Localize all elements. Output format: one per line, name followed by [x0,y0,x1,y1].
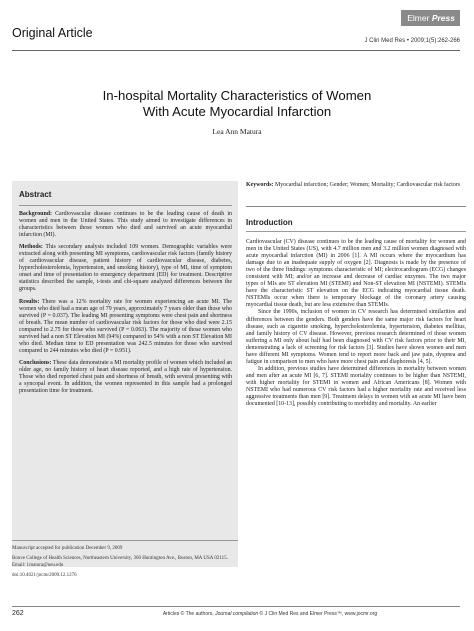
section-label: Original Article [12,26,93,40]
introduction-divider [246,231,466,232]
footer-divider [12,606,460,607]
keywords-divider [246,206,466,207]
abstract-body [19,211,232,400]
results-text: There was a 12% mortality rate for women experiencing an acute MI. The women who died had a mean age of 79 years, approximately 7 years older than those who survived (P = 0.037). The leading MI presenting symptoms were chest pain and shortness of breath. The mean number of cardiovascular risk factors for those who died were 2.15 compared to 2.75 for those who survived (P = 0.063). The majority of those women who survived had a non ST Elevation MI (94%) compared to 54% with a non ST Elevation MI who died. Median time to ED presentation was 242.5 minutes for those who survived compared to 244 minutes who died (P = 0.951). [19,298,232,354]
footer-copyright [80,611,460,617]
keywords-text: Myocardial infarction; Gender; Women; Mortality; Cardiovascular risk factors [273,182,461,188]
intro-paragraph-2: Since the 1990s, inclusion of women in CV research has determined similarities and differences between the genders. Both genders have the same major risk factors for heart disease, such as cigarette smoking, hypercholesterolemia, hypertension, diabetes mellitus, and family history of CV disease. However, previous research determined of those women suffering a MI only about half had been diagnosed with CV risk factors prior to their MI, demonstrating a lack of screening for risk factors [3]. Studies have shown women and men have different MI symptoms. Women tend to report more back and jaw pain, dyspnea and fatigue in comparison to men who have more chest pain and diaphoresis [4, 5]. [246,309,466,365]
intro-paragraph-1: Cardiovascular (CV) disease continues to be the leading cause of mortality for women and men in the United States (US), with 4.7 million men and 3.2 million women diagnosed with acute myocardial infarction (MI) in 2006 [1]. A MI occurs where the myocardium has damage due to an inadequate supply of oxygen [2]. Diagnosis is made by the presence of two of the three findings: symptoms characteristic of MI; electrocardiogram (ECG) changes consistent with MI; and/or an increase and decrease of cardiac enzymes. The two major types of MIs are ST elevation MI (STEMI) and Non-ST elevation MI (NSTEMI). STEMIs have the characteristic ST elevation on the ECG indicating myocardial tissue death. NSTEMIs occur when there is temporary blockage of the coronary artery causing myocardial tissue death, but are less extensive than STEMIs. [246,239,466,309]
introduction-heading: Introduction [246,218,293,227]
doi-note: doi:10.4021/jocmr2009.12.1276 [12,573,77,579]
methods-label: Methods: [19,244,43,251]
abstract-divider [19,205,232,206]
article-title [0,88,474,120]
conclusions-label: Conclusions: [19,359,52,366]
results-label: Results: [19,298,40,305]
page-number: 262 [12,610,24,617]
brand-name: Elmer [407,13,430,23]
footnote-divider [12,540,238,541]
keywords-label: Keywords: [246,182,274,188]
title-line-1: In-hospital Mortality Characteristics of Women [102,88,372,103]
footer-suffix: © J Clin Med Res and Elmer Press™, www.jocmr.org [258,611,378,617]
title-line-2: With Acute Myocardial Infarction [142,104,332,119]
background-text: Cardiovascular disease continues to be the leading cause of death in women and men in the United States. This study aimed to investigate differences in characteristics between those women who died and survived an acute myocardial infarction (MI). [19,211,232,239]
publisher-logo [401,10,460,26]
abstract-results [19,299,232,355]
methods-text: This secondary analysis included 109 women. Demographic variables were extracted along with presenting MI symptoms, cardiovascular risk factors (family history of cardiovascular disease, patient history of cardiovascular disease, diabetes, hypercholesterolemia, hypertension, and smoking history), type of MI, time of symptom onset and time of presentation to emergency department (ED) for treatment. Descriptive statistics described the sample, t-tests and chi-square analyzed differences between the groups. [19,244,232,293]
background-label: Background: [19,211,52,217]
footer-journal: Journal compilation [215,611,259,617]
header-divider [12,50,460,51]
footnotes [12,546,238,584]
journal-reference: J Clin Med Res • 2009;1(5):262-266 [364,38,460,44]
footer-prefix: Articles © The authors, [162,611,216,617]
brand-suffix: Press [431,13,455,23]
abstract-conclusions [19,360,232,395]
affiliation-note: Bouve College of Health Sciences, Northeastern University, 360 Huntington Ave., Boston, MA USA 02115. Email: l.matura@neu.edu [12,556,228,568]
abstract-box [12,181,238,567]
keywords [246,182,466,189]
abstract-background [19,211,232,239]
conclusions-text: These data demonstrate a MI mortality profile of women which included an older age, no family history of heart disease reported, and a high rate of hypertension. Those who died reported chest pain and shortness of breath, with several presenting with a syncopal event. In addition, the women represented in this sample had a prolonged presentation time for treatment. [19,359,232,395]
accepted-note: Manuscript accepted for publication December 9, 2009 [12,546,123,551]
author-name: Lea Ann Matura [212,127,262,136]
abstract-heading: Abstract [19,190,52,199]
abstract-methods [19,244,232,293]
intro-paragraph-3: In addition, previous studies have determined differences in mortality between women and men after an acute MI [6, 7]. STEMI mortality continues to be higher than NSTEMI, with higher mortality for STEMI in women and African Americans [8]. Women with NSTEMI who had numerous CV risk factors had a higher mortality rate and received less aggressive treatments than men [9]. Treatment delays in women with an acute MI have been documented [10-13], possibly contributing to morbidity and mortality. An earlier [246,365,466,408]
introduction-body [246,239,466,408]
